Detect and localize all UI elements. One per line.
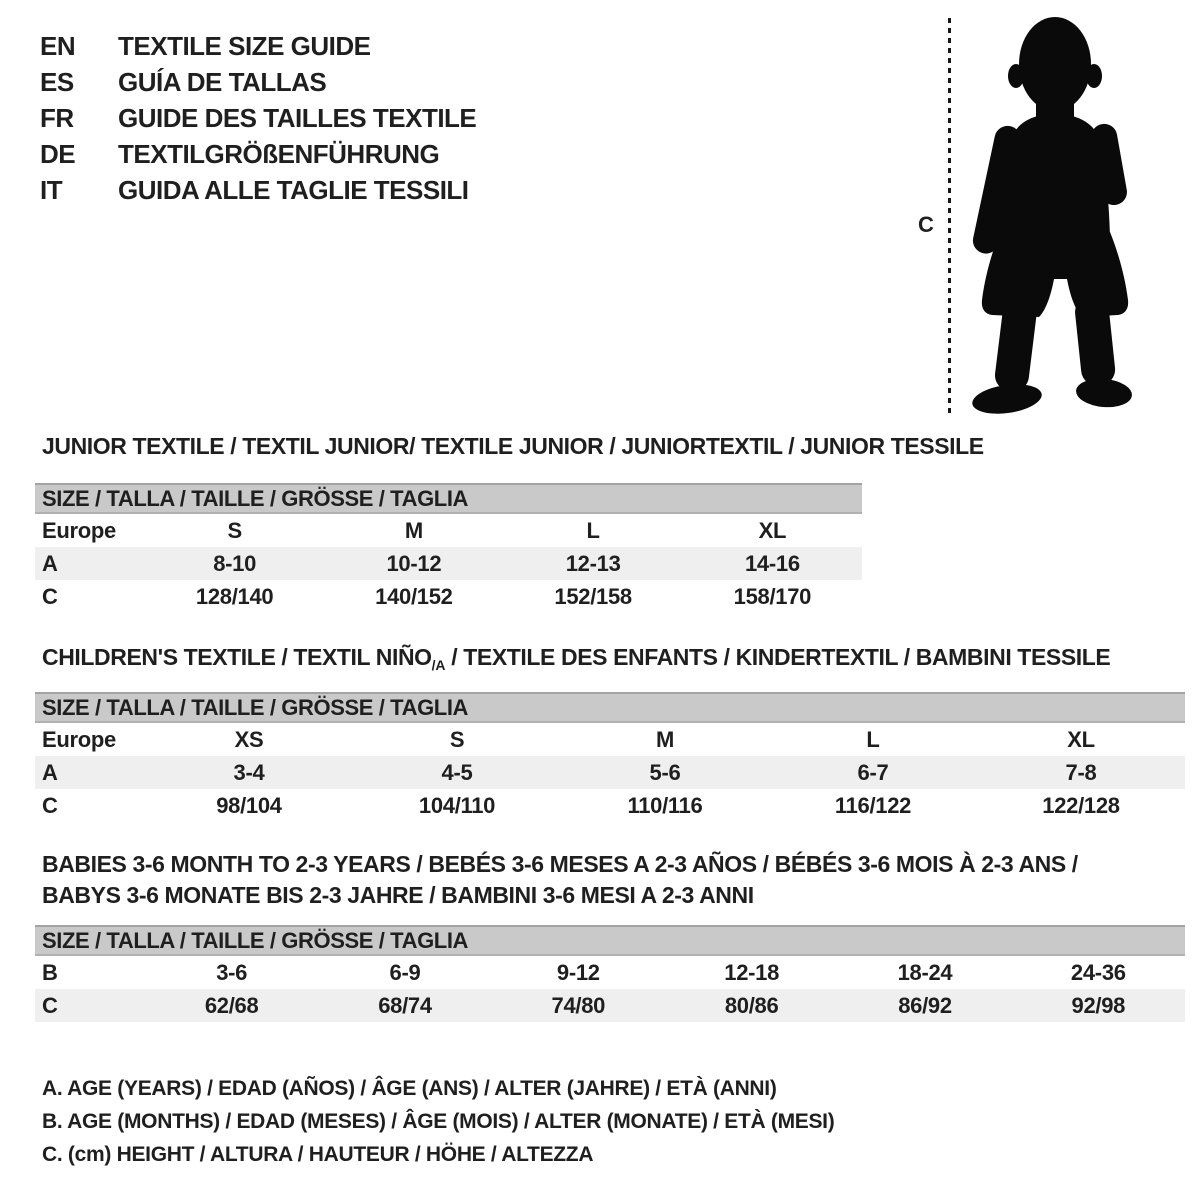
lang-row-fr <box>40 100 476 136</box>
table-cell: 122/128 <box>1042 792 1120 818</box>
table-cell: M <box>655 726 675 752</box>
legend-line-b: B. AGE (MONTHS) / EDAD (MESES) / ÂGE (MOIS) / ALTER (MONATE) / ETÀ (MESI) <box>42 1109 835 1133</box>
lang-title: GUIDA ALLE TAGLIE TESSILI <box>118 174 469 205</box>
row-label: Europe <box>42 726 116 752</box>
lang-code: ES <box>40 66 74 97</box>
table-cell: 7-8 <box>1065 759 1097 785</box>
children-section-title <box>42 644 1110 671</box>
table-cell: 9-12 <box>556 959 600 985</box>
table-row <box>35 723 1185 756</box>
table-cell: XL <box>758 517 787 543</box>
legend-line-a: A. AGE (YEARS) / EDAD (AÑOS) / ÂGE (ANS) / ALTER (JAHRE) / ETÀ (ANNI) <box>42 1076 777 1100</box>
children-title-suffix: / TEXTILE DES ENFANTS / KINDERTEXTIL / BAMBINI TESSILE <box>445 644 1111 670</box>
row-label: A <box>42 550 58 576</box>
children-title-subscript: /A <box>431 657 446 673</box>
table-row <box>35 956 1185 989</box>
height-measure-dashed-line <box>948 18 951 418</box>
children-title-prefix: CHILDREN'S TEXTILE / TEXTIL NIÑO <box>42 644 432 670</box>
measurement-legend <box>42 1072 834 1171</box>
lang-row-it <box>40 172 476 208</box>
table-row <box>35 514 862 547</box>
table-cell: 12-18 <box>724 959 780 985</box>
table-cell: 6-9 <box>389 959 421 985</box>
language-title-list <box>40 28 476 208</box>
lang-title: TEXTILGRÖßENFÜHRUNG <box>118 138 440 169</box>
junior-section-title: JUNIOR TEXTILE / TEXTIL JUNIOR/ TEXTILE JUNIOR / JUNIORTEXTIL / JUNIOR TESSILE <box>42 433 984 459</box>
table-cell: 92/98 <box>1071 992 1126 1018</box>
table-row <box>35 989 1185 1022</box>
row-label: B <box>42 959 58 985</box>
legend-line-c: C. (cm) HEIGHT / ALTURA / HAUTEUR / HÖHE / ALTEZZA <box>42 1142 594 1166</box>
table-cell: 152/158 <box>554 583 632 609</box>
junior-size-table <box>35 483 862 613</box>
lang-code: EN <box>40 30 76 61</box>
table-row <box>35 547 862 580</box>
toddler-silhouette-icon <box>962 14 1146 420</box>
table-cell: L <box>866 726 880 752</box>
row-label: Europe <box>42 517 116 543</box>
size-header-bar: SIZE / TALLA / TAILLE / GRÖSSE / TAGLIA <box>35 692 1185 723</box>
lang-row-de <box>40 136 476 172</box>
size-header-bar: SIZE / TALLA / TAILLE / GRÖSSE / TAGLIA <box>35 483 862 514</box>
row-label: C <box>42 792 58 818</box>
table-cell: 116/122 <box>834 792 912 818</box>
table-cell: 12-13 <box>565 550 621 576</box>
row-label: A <box>42 759 58 785</box>
lang-title: GUIDE DES TAILLES TEXTILE <box>118 102 477 133</box>
table-cell: 140/152 <box>375 583 453 609</box>
table-row <box>35 580 862 613</box>
table-cell: L <box>586 517 600 543</box>
table-row <box>35 756 1185 789</box>
table-cell: XL <box>1067 726 1095 752</box>
table-cell: 74/80 <box>551 992 606 1018</box>
table-row <box>35 789 1185 822</box>
table-cell: 18-24 <box>897 959 953 985</box>
table-cell: 4-5 <box>441 759 473 785</box>
height-measure-label: C <box>918 212 934 237</box>
table-cell: 128/140 <box>195 583 274 609</box>
table-cell: 104/110 <box>418 792 496 818</box>
table-cell: 6-7 <box>857 759 889 785</box>
lang-code: DE <box>40 138 76 169</box>
lang-row-es <box>40 64 476 100</box>
row-label: C <box>42 992 58 1018</box>
lang-title: TEXTILE SIZE GUIDE <box>118 30 371 61</box>
table-cell: 158/170 <box>733 583 812 609</box>
size-header-bar: SIZE / TALLA / TAILLE / GRÖSSE / TAGLIA <box>35 925 1185 956</box>
table-cell: S <box>449 726 465 752</box>
table-cell: 14-16 <box>744 550 800 576</box>
table-cell: 5-6 <box>649 759 681 785</box>
table-cell: 62/68 <box>204 992 259 1018</box>
table-cell: 10-12 <box>386 550 442 576</box>
babies-section-title <box>42 849 1078 911</box>
babies-title-line1: BABIES 3-6 MONTH TO 2-3 YEARS / BEBÉS 3-6 MESES A 2-3 AÑOS / BÉBÉS 3-6 MOIS À 2-3 ANS / <box>42 851 1078 877</box>
table-cell: M <box>404 517 423 543</box>
row-label: C <box>42 583 58 609</box>
lang-code: IT <box>40 174 63 205</box>
table-cell: 68/74 <box>378 992 432 1018</box>
table-cell: 110/116 <box>627 792 703 818</box>
table-cell: S <box>227 517 242 543</box>
lang-row-en <box>40 28 476 64</box>
lang-code: FR <box>40 102 74 133</box>
babies-title-line2: BABYS 3-6 MONATE BIS 2-3 JAHRE / BAMBINI 3-6 MESI A 2-3 ANNI <box>42 882 754 908</box>
table-cell: 86/92 <box>898 992 952 1018</box>
babies-size-table <box>35 925 1185 1022</box>
table-cell: 3-4 <box>233 759 265 785</box>
table-cell: 3-6 <box>216 959 248 985</box>
table-cell: 8-10 <box>213 550 257 576</box>
table-cell: 80/86 <box>724 992 779 1018</box>
table-cell: 24-36 <box>1070 959 1126 985</box>
table-cell: 98/104 <box>216 792 282 818</box>
lang-title: GUÍA DE TALLAS <box>118 66 327 97</box>
table-cell: XS <box>234 726 264 752</box>
children-size-table <box>35 692 1185 822</box>
